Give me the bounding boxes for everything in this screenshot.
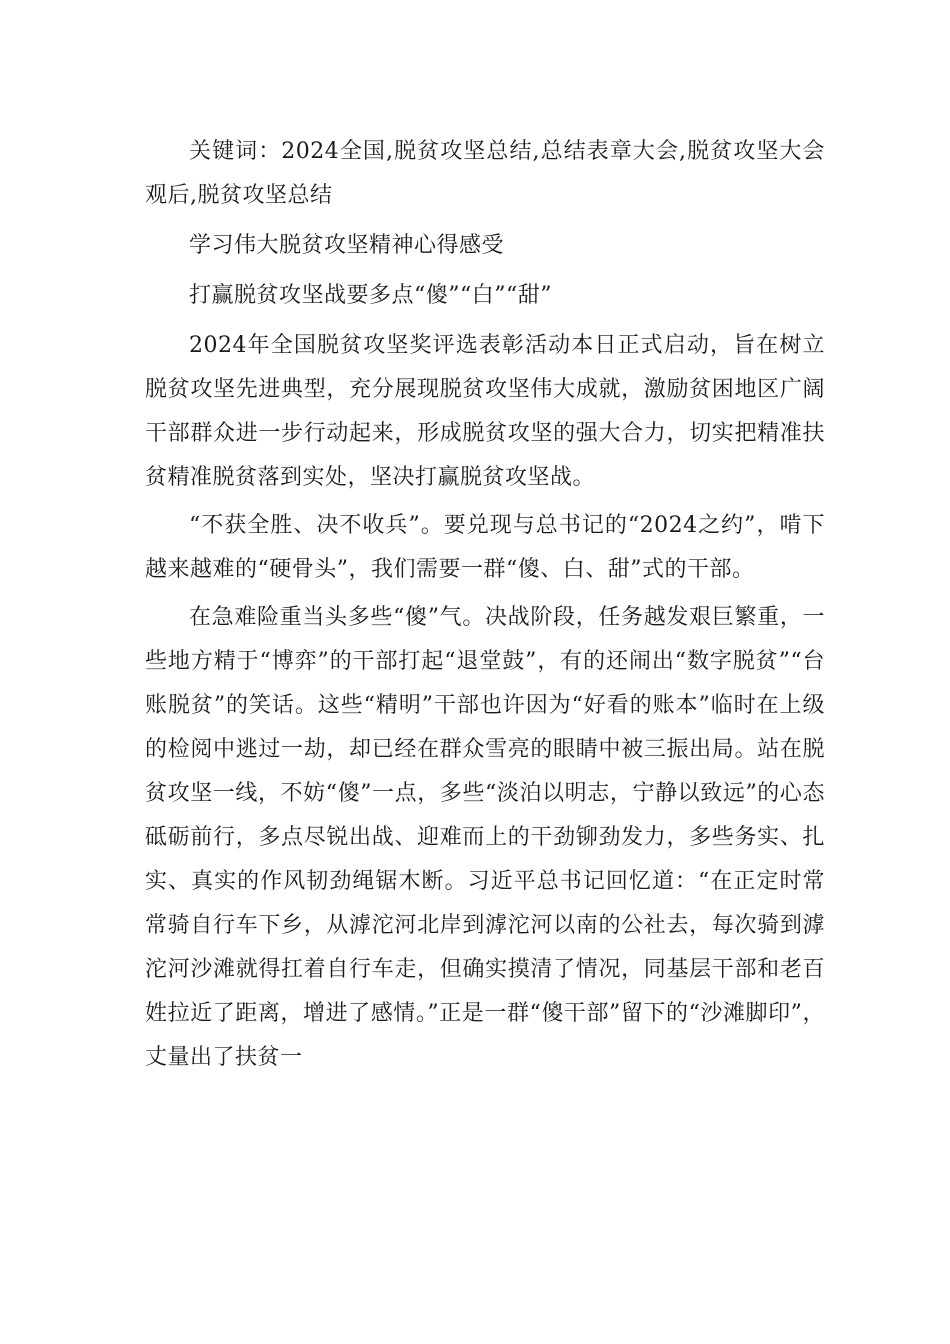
heading-paragraph: 学习伟大脱贫攻坚精神心得感受 (189, 233, 505, 258)
document-body (145, 130, 825, 1084)
keywords-paragraph: 关键词：2024全国,脱贫攻坚总结,总结表章大会,脱贫攻坚大会观后,脱贫攻坚总结 (145, 139, 825, 208)
subheading-paragraph: 打赢脱贫攻坚战要多点“傻”“白”“甜” (189, 283, 552, 308)
body-paragraph-3: 在急难险重当头多些“傻”气。决战阶段，任务越发艰巨繁重，一些地方精于“博弈”的干部打起“退堂鼓”，有的还闹出“数字脱贫”“台账脱贫”的笑话。这些“精明”干部也许因为“好看的账本”临时在上级的检阅中逃过一劫，却已经在群众雪亮的眼睛中被三振出局。站在脱贫攻坚一线，不妨“傻”一点，多些“淡泊以明志，宁静以致远”的心态砥砺前行，多点尽锐出战、迎难而上的干劲铆劲发力，多些务实、扎实、真实的作风韧劲绳锯木断。习近平总书记回忆道：“在正定时常常骑自行车下乡，从滹沱河北岸到滹沱河以南的公社去，每次骑到滹沱河沙滩就得扛着自行车走，但确实摸清了情况，同基层干部和老百姓拉近了距离，增进了感情。”正是一群“傻干部”留下的“沙滩脚印”，丈量出了扶贫一 (145, 605, 825, 1070)
body-paragraph-2: “不获全胜、决不收兵”。要兑现与总书记的“2024之约”，啃下越来越难的“硬骨头”，我们需要一群“傻、白、甜”式的干部。 (145, 513, 825, 582)
body-paragraph-1: 2024年全国脱贫攻坚奖评选表彰活动本日正式启动，旨在树立脱贫攻坚先进典型，充分展现脱贫攻坚伟大成就，激励贫困地区广阔干部群众进一步行动起来，形成脱贫攻坚的强大合力，切实把精准扶贫精准脱贫落到实处，坚决打赢脱贫攻坚战。 (145, 333, 825, 490)
